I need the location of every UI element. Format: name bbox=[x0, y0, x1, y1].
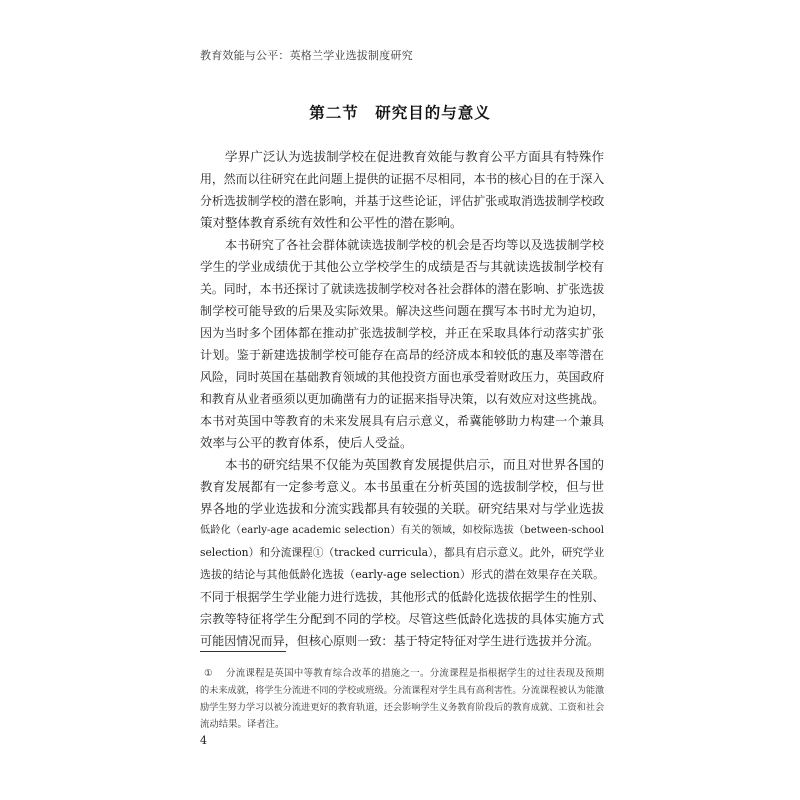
body-line: 宗教等特征将学生分配到不同的学校。尽管这些低龄化选拔的具体实施方式 bbox=[200, 612, 604, 626]
body-line: 关。同时，本书还探讨了就读选拔制学校对各社会群体的潜在影响、扩张选拔 bbox=[200, 282, 604, 296]
body-line: 策对整体教育系统有效性和公平性的潜在影响。 bbox=[200, 215, 463, 230]
running-head: 教育效能与公平：英格兰学业选拔制度研究 bbox=[200, 49, 413, 62]
body-line: selection）和分流课程①（tracked curricula），都具有启示意义。此外，研究学业 bbox=[200, 546, 604, 559]
body-line: 可能因情况而异，但核心原则一致：基于特定特征对学生进行选拔并分流。 bbox=[200, 634, 600, 648]
body-line: 用，然而以往研究在此问题上提供的证据不尽相同，本书的核心目的在于深入 bbox=[200, 172, 604, 186]
footnote-line: 分流课程是英国中等教育综合改革的措施之一。分流课程是指根据学生的过往表现及预期 bbox=[226, 668, 604, 679]
footnote-line: 流动结果。译者注。 bbox=[200, 719, 285, 730]
body-line: 学界广泛认为选拔制学校在促进教育效能与教育公平方面具有特殊作 bbox=[225, 149, 604, 164]
body-line: 低龄化（early-age academic selection）有关的领域，如校际选拔（between-school bbox=[200, 525, 604, 536]
section-title: 第二节 研究目的与意义 bbox=[309, 104, 491, 122]
body-line: 因为当时多个团体都在推动扩张选拔制学校，并正在采取具体行动落实扩张 bbox=[200, 326, 604, 340]
body-line: 分析选拔制学校的潜在影响，并基于这些论证，评估扩张或取消选拔制学校政 bbox=[200, 194, 604, 208]
body-line: 风险，同时英国在基础教育领域的其他投资方面也承受着财政压力，英国政府 bbox=[200, 370, 604, 384]
body-line: 学生的学业成绩优于其他公立学校学生的成绩是否与其就读选拔制学校有 bbox=[200, 259, 604, 274]
body-line: 教育发展都有一定参考意义。本书虽重在分析英国的选拔制学校，但与世 bbox=[200, 479, 604, 494]
body-line: 效率与公平的教育体系，使后人受益。 bbox=[200, 435, 413, 450]
body-line: 制学校可能导致的后果及实际效果。解决这些问题在撰写本书时尤为迫切， bbox=[200, 304, 604, 318]
footnote-line: 励学生努力学习以被分流进更好的教育轨道，还会影响学生义务教育阶段后的教育成就、工资和社会 bbox=[200, 702, 604, 713]
body-line: 本书对英国中等教育的未来发展具有启示意义，希冀能够助力构建一个兼具 bbox=[200, 414, 604, 428]
body-line: 本书研究了各社会群体就读选拔制学校的机会是否均等以及选拔制学校 bbox=[225, 238, 604, 252]
body-line: 选拔的结论与其他低龄化选拔（early-age selection）形式的潜在效果存在关联。 bbox=[200, 568, 604, 581]
body-line: 计划。鉴于新建选拔制学校可能存在高昂的经济成本和较低的惠及率等潜在 bbox=[200, 348, 604, 362]
body-line: 不同于根据学生学业能力进行选拔，其他形式的低龄化选拔依据学生的性别、 bbox=[200, 590, 604, 604]
body-line: 本书的研究结果不仅能为英国教育发展提供启示，而且对世界各国的 bbox=[225, 457, 604, 472]
footnote-line: 的未来成就，将学生分流进不同的学校或班级。分流课程对学生具有高利害性。分流课程被认为能激 bbox=[200, 685, 604, 696]
page-number: 4 bbox=[200, 734, 207, 747]
body-line: 和教育从业者亟须以更加确凿有力的证据来指导决策，以有效应对这些挑战。 bbox=[200, 392, 604, 406]
footnote-marker: ① bbox=[204, 668, 213, 679]
footnote-divider bbox=[200, 651, 286, 652]
body-line: 界各地的学业选拔和分流实践都具有较强的关联。研究结果对与学业选拔 bbox=[200, 501, 604, 516]
